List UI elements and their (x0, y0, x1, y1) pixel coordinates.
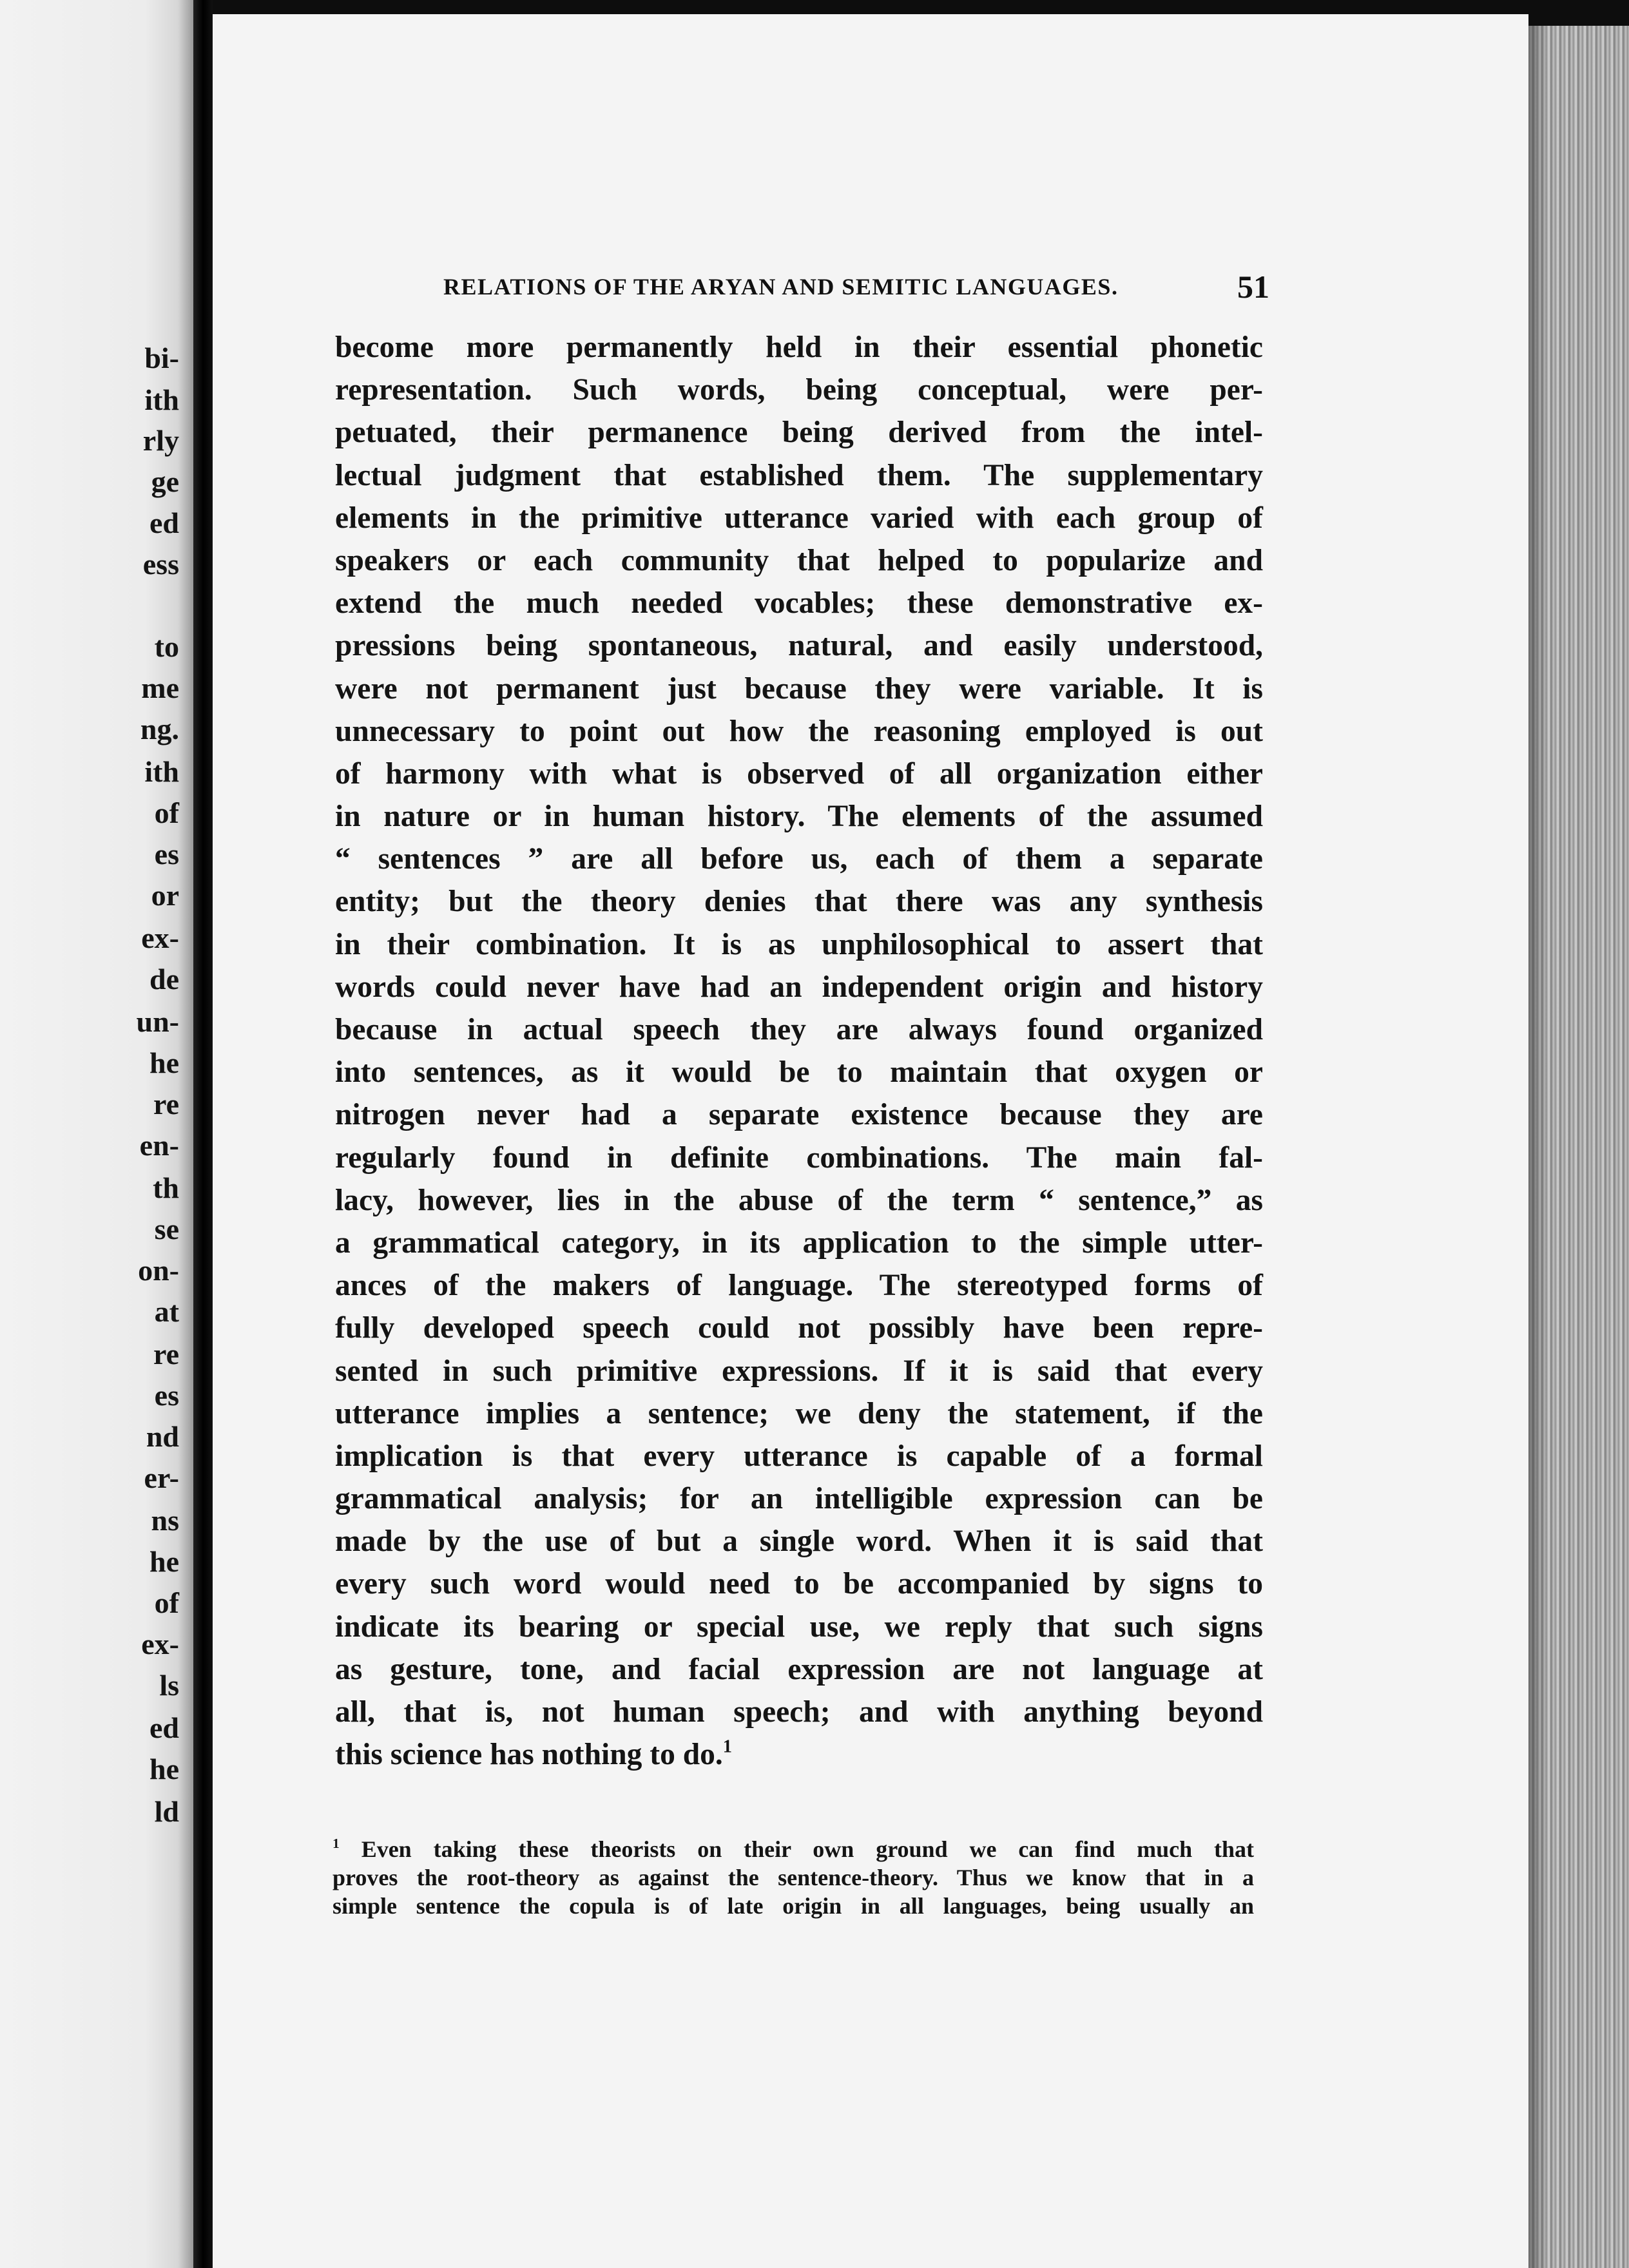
text-line: in their combination. It is as unphilosophical to assert that (335, 927, 1263, 961)
left-page-fragment: ed (149, 506, 179, 539)
left-page-fragment: ge (151, 465, 179, 498)
footnote-reference: 1 (722, 1736, 733, 1757)
footnote-marker: 1 (333, 1835, 340, 1851)
text-line: indicate its bearing or special use, we reply that such signs (335, 1610, 1263, 1644)
left-page-fragment: of (154, 796, 179, 829)
text-line-last (335, 1733, 1263, 1776)
text-line: “ sentences ” are all before us, each of them a separate (335, 842, 1263, 876)
left-page-fragment: ns (151, 1504, 179, 1537)
left-page-fragment: or (151, 879, 179, 912)
text-line: pressions being spontaneous, natural, and easily understood, (335, 629, 1263, 663)
text-line: utterance implies a sentence; we deny the statement, if the (335, 1396, 1263, 1430)
left-page-fragment: ex- (141, 921, 179, 954)
text-line: made by the use of but a single word. When it is said that (335, 1524, 1263, 1559)
left-page-fragment: bi- (144, 341, 179, 374)
text-line: become more permanently held in their essential phonetic (335, 331, 1263, 364)
text-line: all, that is, not human speech; and with anything beyond (335, 1695, 1263, 1729)
left-page-fragment: er- (144, 1461, 179, 1494)
text-line: every such word would need to be accompanied by signs to (335, 1567, 1263, 1601)
text-line: representation. Such words, being conceptual, were per- (335, 373, 1263, 407)
left-page-fragment: ng. (140, 713, 179, 745)
page-number: 51 (1237, 269, 1269, 305)
left-page-fragment: to (154, 630, 179, 663)
text-line: nitrogen never had a separate existence because they are (335, 1098, 1263, 1132)
left-page-fragment: re (153, 1088, 179, 1120)
footnote-line: simple sentence the copula is of late origin in all languages, being usually an (333, 1893, 1254, 1919)
left-page-fragment: ld (154, 1795, 179, 1828)
text-line: lacy, however, lies in the abuse of the term “ sentence,” as (335, 1183, 1263, 1217)
text-line: unnecessary to point out how the reasoning employed is out (335, 714, 1263, 748)
left-page-fragment: ed (149, 1711, 179, 1744)
left-page-fragment: he (149, 1046, 179, 1079)
text-line: implication is that every utterance is capable of a formal (335, 1439, 1263, 1473)
left-page-fragment: ex- (141, 1628, 179, 1660)
text-line: extend the much needed vocables; these demonstrative ex- (335, 586, 1263, 620)
left-page-fragment: he (149, 1545, 179, 1578)
text-line: into sentences, as it would be to maintain that oxygen or (335, 1055, 1263, 1090)
left-page-fragment: ith (144, 755, 179, 788)
text-line: as gesture, tone, and facial expression are not language at (335, 1652, 1263, 1686)
left-page-fragment: ls (159, 1669, 179, 1702)
text-line: sented in such primitive expressions. If it is said that every (335, 1354, 1263, 1388)
running-head-title: RELATIONS OF THE ARYAN AND SEMITIC LANGUAGES. (443, 274, 1119, 300)
left-page-fragment: ith (144, 383, 179, 416)
previous-page (0, 0, 193, 2268)
last-line-text: this science has nothing to do. (335, 1738, 723, 1772)
left-page-fragment: nd (146, 1420, 179, 1453)
left-page-fragment: ess (142, 548, 179, 581)
footnote-line: proves the root-theory as against the sentence-theory. Thus we know that in a (333, 1865, 1254, 1890)
text-line: in nature or in human history. The elements of the assumed (335, 800, 1263, 834)
text-line: of harmony with what is observed of all organization either (335, 756, 1263, 791)
left-page-fragment: th (153, 1171, 179, 1204)
text-line: entity; but the theory denies that there was any synthesis (335, 885, 1263, 919)
text-line: fully developed speech could not possibly have been repre- (335, 1311, 1263, 1345)
left-page-fragment: me (141, 671, 179, 704)
text-line: ances of the makers of language. The stereotyped forms of (335, 1269, 1263, 1303)
left-page-fragment: of (154, 1586, 179, 1619)
text-line: because in actual speech they are always found organized (335, 1013, 1263, 1046)
running-head (443, 269, 1269, 312)
left-page-fragment: es (154, 1379, 179, 1412)
text-line: a grammatical category, in its application to the simple utter- (335, 1225, 1263, 1260)
left-page-fragment: se (154, 1213, 179, 1245)
left-page-fragment: at (154, 1295, 179, 1328)
text-line: speakers or each community that helped to popularize and (335, 543, 1263, 577)
left-page-fragment: de (149, 963, 179, 995)
left-page-fragment: rly (142, 424, 179, 457)
left-page-fragment: he (149, 1753, 179, 1785)
left-page-fragment: es (154, 838, 179, 870)
left-page-fragment: on- (138, 1254, 179, 1287)
text-line: elements in the primitive utterance varied with each group of (335, 501, 1263, 535)
left-page-fragment: re (153, 1338, 179, 1370)
text-line: regularly found in definite combinations. The main fal- (335, 1140, 1263, 1175)
book-gutter (193, 0, 213, 2268)
body-text (335, 326, 1263, 1776)
left-page-fragment: un- (136, 1005, 179, 1038)
footnote-line (333, 1835, 1254, 1863)
text-line: lectual judgment that established them. The supplementary (335, 458, 1263, 492)
text-line: grammatical analysis; for an intelligible expression can be (335, 1482, 1263, 1516)
footnote (333, 1835, 1254, 1920)
text-line: words could never have had an independent origin and history (335, 970, 1263, 1004)
text-line: were not permanent just because they were variable. It is (335, 671, 1263, 706)
footnote-line-text: Even taking these theorists on their own ground we can find much that (361, 1836, 1254, 1862)
page-edge-shadow (1528, 26, 1548, 2268)
left-page-fragment: en- (139, 1129, 179, 1162)
text-line: petuated, their permanence being derived from the intel- (335, 416, 1263, 450)
